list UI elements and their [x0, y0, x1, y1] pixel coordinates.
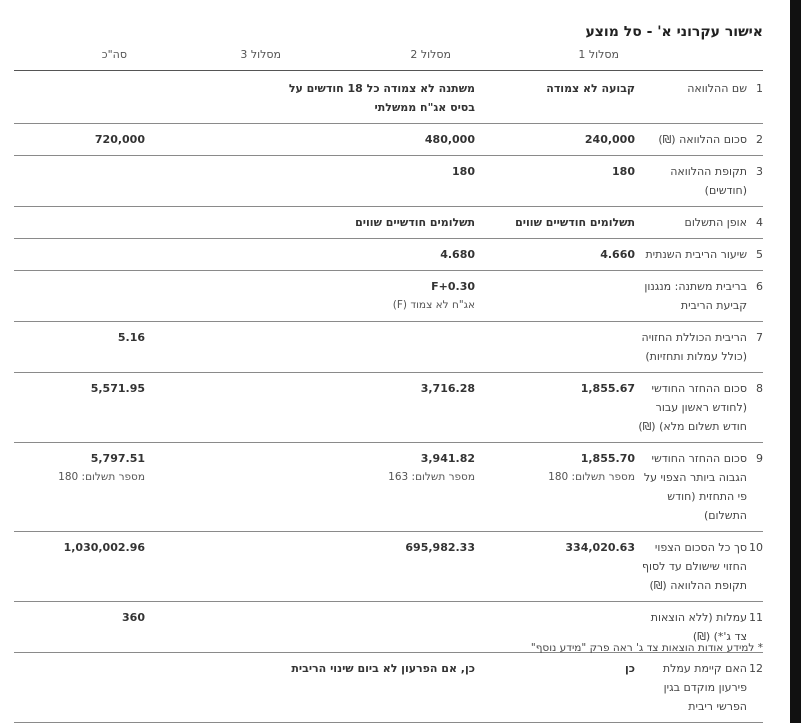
route2-cell [275, 156, 475, 207]
route1-value: 240,000 [584, 133, 635, 146]
route1-value: תשלומים חודשיים שווים [515, 216, 635, 229]
row-label: סכום ההלוואה (₪) [658, 133, 747, 146]
table-row [14, 207, 763, 239]
row-label: אופן התשלום [684, 216, 747, 229]
route3-cell [145, 373, 275, 443]
label-cell [635, 322, 763, 373]
page-title: אישור עקרוני א' - סל מוצע [585, 24, 763, 40]
route2-cell [275, 532, 475, 602]
route1-cell [475, 207, 635, 239]
header-route-1: מסלול 1 [578, 48, 619, 61]
total-cell [14, 73, 145, 124]
row-number: 6 [756, 280, 763, 293]
route2-cell [275, 373, 475, 443]
route3-cell [145, 271, 275, 322]
total-cell [14, 124, 145, 156]
table-row [14, 532, 763, 602]
route2-value: 4.680 [440, 248, 475, 261]
route2-cell [275, 73, 475, 124]
total-value: 5,571.95 [90, 382, 145, 395]
route2-cell [275, 239, 475, 271]
table-row [14, 124, 763, 156]
route2-value: משתנה לא צמודה כל 18 חודשים על בסיס אג"ח ממשלתי [288, 82, 475, 114]
row-label: עמלות (ללא הוצאות צד ג'*) (₪) [650, 611, 747, 643]
route1-cell [475, 653, 635, 723]
route1-value: 4.660 [600, 248, 635, 261]
table-row [14, 271, 763, 322]
route2-value: תשלומים חודשיים שווים [355, 216, 475, 229]
route1-cell [475, 156, 635, 207]
route1-cell [475, 373, 635, 443]
row-number: 5 [756, 248, 763, 261]
label-cell [635, 373, 763, 443]
table-row [14, 443, 763, 532]
table-row [14, 156, 763, 207]
route2-subvalue: מספר תשלום: 163 [388, 471, 475, 483]
route3-cell [145, 443, 275, 532]
table-row [14, 73, 763, 124]
row-number: 12 [749, 662, 763, 675]
table-row [14, 239, 763, 271]
label-cell [635, 239, 763, 271]
window-edge [790, 0, 801, 723]
total-cell [14, 532, 145, 602]
total-cell [14, 373, 145, 443]
table-row [14, 653, 763, 723]
label-cell [635, 124, 763, 156]
row-label: תקופת ההלוואה (חודשים) [670, 165, 747, 197]
label-cell [635, 156, 763, 207]
route2-value: 3,716.28 [420, 382, 475, 395]
header-divider [14, 70, 763, 71]
route1-value: 180 [612, 165, 635, 178]
route3-cell [145, 73, 275, 124]
route1-cell [475, 73, 635, 124]
table-row [14, 322, 763, 373]
route3-cell [145, 156, 275, 207]
row-number: 8 [756, 382, 763, 395]
row-label: שיעור הריבית השנתית [645, 248, 747, 261]
route2-value: 480,000 [424, 133, 475, 146]
route1-value: כן [624, 662, 635, 675]
label-cell [635, 73, 763, 124]
row-number: 3 [756, 165, 763, 178]
total-cell [14, 653, 145, 723]
row-label: הריבית הכוללת החזויה (כולל עמלות ותחזיות) [641, 331, 747, 363]
route1-cell [475, 124, 635, 156]
table-row [14, 373, 763, 443]
route1-cell [475, 239, 635, 271]
total-subvalue: מספר תשלום: 180 [58, 471, 145, 483]
route1-cell [475, 532, 635, 602]
route2-value: 3,941.82 [420, 452, 475, 465]
label-cell [635, 207, 763, 239]
row-label: סכום ההחזר החודשי הגבוה ביותר הצפוי על פי התחזית (חודש התשלום) [643, 452, 747, 522]
route3-cell [145, 124, 275, 156]
label-cell [635, 532, 763, 602]
route2-cell [275, 271, 475, 322]
total-value: 360 [122, 611, 145, 624]
header-total: סה"כ [101, 48, 127, 61]
row-number: 7 [756, 331, 763, 344]
route2-cell [275, 653, 475, 723]
route3-cell [145, 239, 275, 271]
row-number: 4 [756, 216, 763, 229]
route2-value: F+0.30 [431, 280, 475, 293]
route1-value: 1,855.70 [580, 452, 635, 465]
route2-subvalue: אג"ח לא צמוד (F) [392, 299, 475, 311]
route2-value: כן, אם הפרעון לא ביום שינוי הריבית [291, 662, 475, 675]
route1-value: קבועה לא צמודה [546, 82, 635, 95]
total-value: 5.16 [117, 331, 145, 344]
route2-cell [275, 207, 475, 239]
total-cell [14, 156, 145, 207]
route1-value: 334,020.63 [565, 541, 635, 554]
row-number: 10 [749, 541, 763, 554]
total-value: 1,030,002.96 [63, 541, 145, 554]
route2-value: 180 [452, 165, 475, 178]
label-cell [635, 653, 763, 723]
header-route-3: מסלול 3 [240, 48, 281, 61]
row-label: בריבית משתנה: מנגנון קביעת הריבית [644, 280, 747, 312]
route3-cell [145, 653, 275, 723]
route1-cell [475, 443, 635, 532]
row-number: 1 [756, 82, 763, 95]
total-cell [14, 443, 145, 532]
row-label: שם ההלוואה [687, 82, 747, 95]
row-number: 11 [749, 611, 763, 624]
route3-cell [145, 322, 275, 373]
row-label: סכום ההחזר החודשי (לחודש ראשון עבור חודש תשלום מלא) (₪) [638, 382, 747, 433]
total-cell [14, 602, 145, 653]
route2-cell [275, 443, 475, 532]
total-value: 5,797.51 [90, 452, 145, 465]
row-label: סך כל הסכום הצפוי החזוי שישולם עד לסוף תקופת ההלוואה (₪) [641, 541, 747, 592]
label-cell [635, 271, 763, 322]
total-cell [14, 207, 145, 239]
route1-cell [475, 271, 635, 322]
total-cell [14, 239, 145, 271]
total-value: 720,000 [94, 133, 145, 146]
row-label: האם קיימת עמלת פירעון מוקדם בגין הפרשי ריבית [662, 662, 747, 713]
total-cell [14, 322, 145, 373]
route1-value: 1,855.67 [580, 382, 635, 395]
row-number: 2 [756, 133, 763, 146]
footnote: * למידע אודות הוצאות צד ג' ראה פרק "מידע נוסף" [530, 642, 763, 654]
header-route-2: מסלול 2 [410, 48, 451, 61]
row-number: 9 [756, 452, 763, 465]
route2-cell [275, 124, 475, 156]
route2-value: 695,982.33 [405, 541, 475, 554]
route3-cell [145, 207, 275, 239]
route2-cell [275, 322, 475, 373]
label-cell [635, 443, 763, 532]
route3-cell [145, 602, 275, 653]
route1-cell [475, 322, 635, 373]
route3-cell [145, 532, 275, 602]
route2-cell [275, 602, 475, 653]
loan-table [14, 73, 763, 723]
total-cell [14, 271, 145, 322]
route1-subvalue: מספר תשלום: 180 [548, 471, 635, 483]
